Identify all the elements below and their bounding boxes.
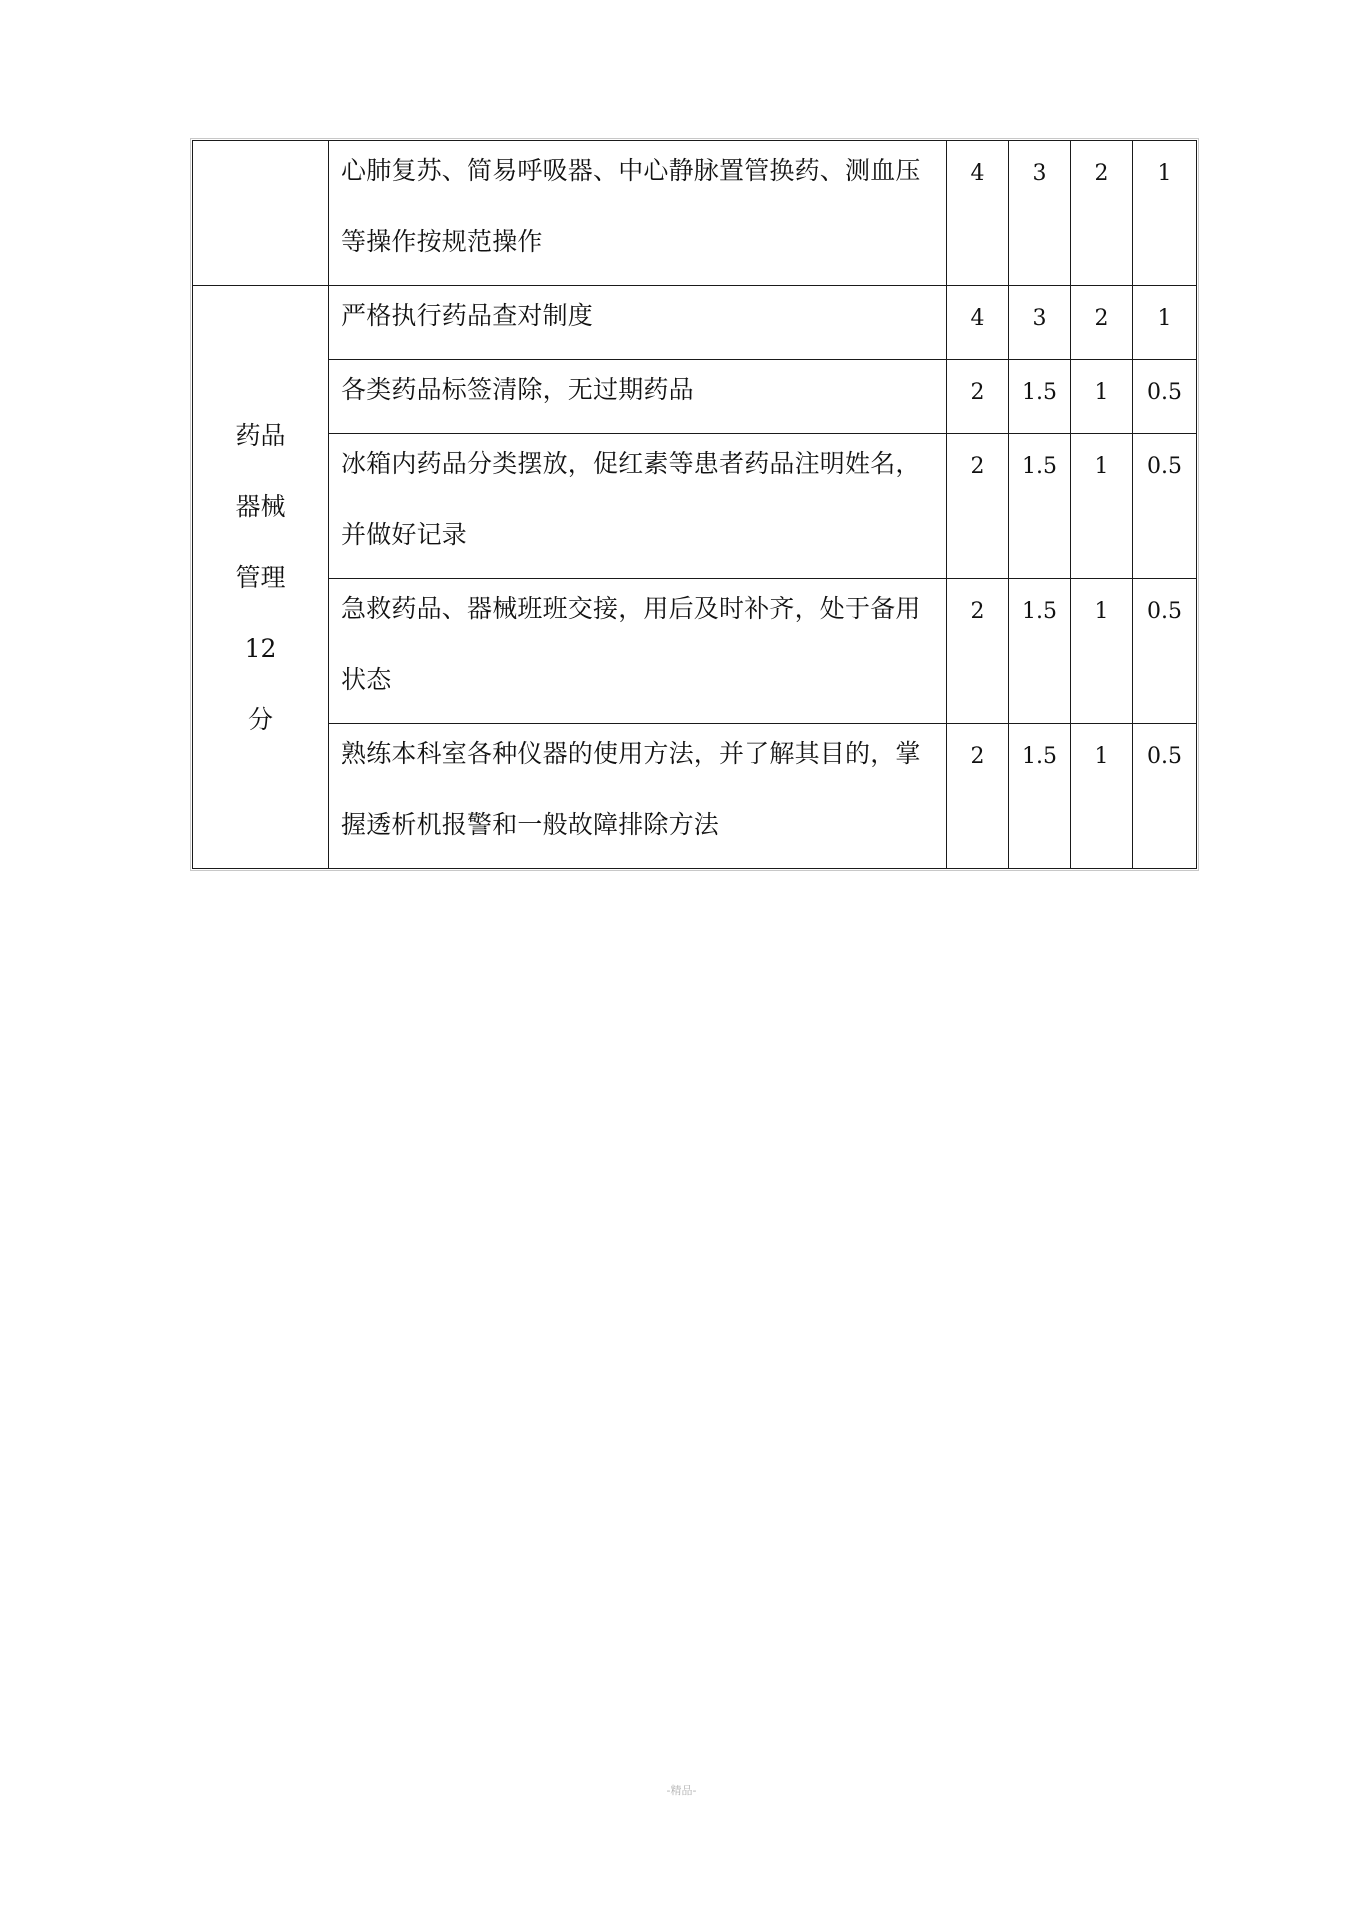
table-row — [193, 724, 1197, 869]
score-cell — [1133, 360, 1197, 434]
score-value: 4 — [970, 161, 985, 186]
footer-watermark: -精品- — [666, 1784, 697, 1797]
score-value: 1.5 — [1022, 380, 1057, 405]
score-cell — [1071, 286, 1133, 360]
score-value: 2 — [970, 454, 985, 479]
score-value: 0.5 — [1147, 380, 1182, 405]
score-cell — [947, 141, 1009, 286]
score-cell — [1009, 724, 1071, 869]
score-cell — [1133, 141, 1197, 286]
score-cell — [1009, 141, 1071, 286]
score-value: 3 — [1032, 161, 1047, 186]
table-row — [193, 434, 1197, 579]
score-cell — [1071, 579, 1133, 724]
item-text: 严格执行药品查对制度 — [341, 301, 594, 330]
score-cell — [1009, 286, 1071, 360]
score-value: 0.5 — [1147, 744, 1182, 769]
score-value: 1.5 — [1022, 454, 1057, 479]
score-value: 1.5 — [1022, 744, 1057, 769]
score-cell — [1071, 360, 1133, 434]
score-cell — [947, 360, 1009, 434]
score-cell — [1009, 579, 1071, 724]
item-text: 急救药品、器械班班交接，用后及时补齐，处于备用状态 — [341, 594, 921, 694]
score-value: 2 — [970, 744, 985, 769]
score-cell — [1133, 724, 1197, 869]
item-cell — [329, 724, 947, 869]
score-value: 2 — [970, 599, 985, 624]
score-cell — [1133, 579, 1197, 724]
score-cell — [1071, 724, 1133, 869]
score-value: 1.5 — [1022, 599, 1057, 624]
category-cell — [193, 286, 329, 869]
score-value: 0.5 — [1147, 599, 1182, 624]
category-label: 药品器械管理 12 分 — [235, 420, 286, 734]
score-value: 1 — [1157, 306, 1172, 331]
score-cell — [1009, 360, 1071, 434]
score-cell — [947, 579, 1009, 724]
score-value: 1 — [1094, 380, 1109, 405]
score-value: 1 — [1094, 599, 1109, 624]
item-cell — [329, 434, 947, 579]
scoring-table — [192, 140, 1197, 869]
score-cell — [947, 724, 1009, 869]
score-cell — [1071, 434, 1133, 579]
item-text: 各类药品标签清除，无过期药品 — [341, 375, 694, 404]
item-cell — [329, 579, 947, 724]
score-cell — [947, 286, 1009, 360]
item-cell — [329, 141, 947, 286]
score-cell — [1009, 434, 1071, 579]
score-cell — [1071, 141, 1133, 286]
score-value: 3 — [1032, 306, 1047, 331]
score-value: 2 — [1094, 306, 1109, 331]
score-value: 1 — [1094, 454, 1109, 479]
item-text: 冰箱内药品分类摆放，促红素等患者药品注明姓名，并做好记录 — [341, 449, 921, 549]
score-value: 0.5 — [1147, 454, 1182, 479]
score-cell — [1133, 286, 1197, 360]
category-cell — [193, 141, 329, 286]
score-value: 1 — [1157, 161, 1172, 186]
score-value: 2 — [1094, 161, 1109, 186]
item-text: 熟练本科室各种仪器的使用方法，并了解其目的，掌握透析机报警和一般故障排除方法 — [341, 739, 921, 839]
score-value: 1 — [1094, 744, 1109, 769]
table-row — [193, 579, 1197, 724]
score-cell — [947, 434, 1009, 579]
item-text: 心肺复苏、简易呼吸器、中心静脉置管换药、测血压等操作按规范操作 — [341, 156, 921, 256]
score-cell — [1133, 434, 1197, 579]
score-value: 2 — [970, 380, 985, 405]
table-row — [193, 141, 1197, 286]
score-value: 4 — [970, 306, 985, 331]
